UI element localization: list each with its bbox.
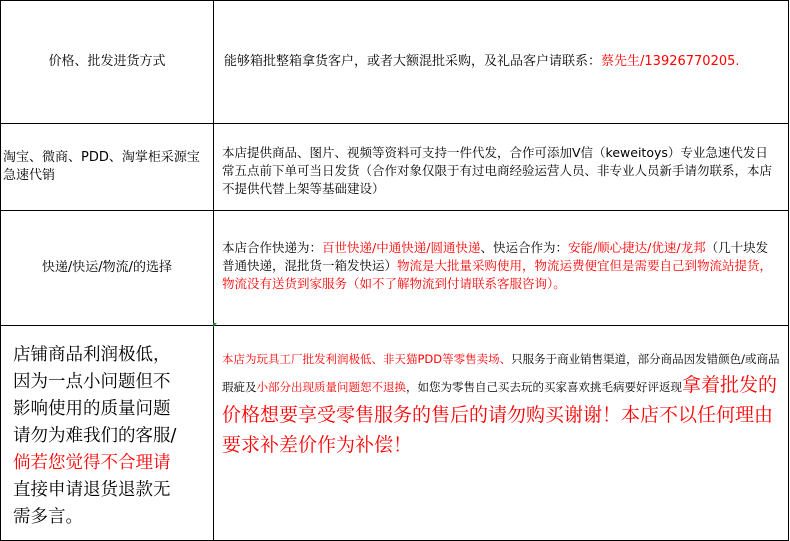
- aftersale-label-line4: 请勿为难我们的客服/: [13, 426, 177, 446]
- wholesale-content-cell: [213, 0, 789, 124]
- dropship-label-cell: [0, 123, 214, 211]
- shipping-label: 快递/快运/物流/的选择: [41, 260, 173, 275]
- aftersale-label-line5: 倘若您觉得不合理请: [13, 453, 171, 473]
- aftersale-label-line3: 影响使用的质量问题: [13, 399, 171, 419]
- aftersale-label: [1, 326, 213, 540]
- shipping-express-list: 百世快递/中通快递/圆通快递: [322, 240, 481, 255]
- wholesale-text: 能够箱批整箱拿货客户，或者大额混批采购，及礼品客户请联系：: [224, 54, 602, 69]
- aftersale-content-cell: [213, 325, 789, 541]
- wholesale-label-cell: [0, 0, 214, 124]
- wholesale-label: 价格、批发进货方式: [48, 54, 166, 69]
- dropship-content: 本店提供商品、图片、视频等资料可支持一件代发，合作可添加V信（keweitoys）专业急速代发日常五点前下单可当日发货（合作对象仅限于有过电商经验运营人员、非专业人员新手请勿联系，本店不提供代替上架等基础建设）: [222, 145, 773, 196]
- shipping-text-e: （几十块发普通快递，混批货一箱发快运）: [222, 240, 769, 273]
- shipping-text-c: 、快运合作为：: [480, 240, 568, 255]
- aftersale-red-text1: 本店为玩具工厂批发利润极低、非天猫PDD等零售卖场、: [222, 352, 512, 366]
- wholesale-content: [214, 1, 788, 123]
- shipping-content-cell: [213, 210, 789, 326]
- aftersale-big-notice: 拿着批发的价格想要享受零售服务的售后的请勿购买谢谢！本店不以任何理由要求补差价作为补偿！: [222, 374, 778, 456]
- aftersale-text1: 只服务于商业销售渠道，部分商品因发错颜色/或商品瑕疵及: [222, 352, 780, 394]
- aftersale-content: [214, 326, 788, 460]
- dropship-label-line2: 急速代销: [3, 168, 56, 183]
- shipping-freight-list: 安能/顺心捷达/优速/龙邦: [567, 240, 706, 255]
- aftersale-label-line1: 店铺商品利润极低，: [13, 345, 171, 365]
- shipping-logistics-note: 物流是大批量采购使用，物流运费便宜但是需要自己到物流站提货，物流没有送货到家服务（如不了解物流到付请联系客服咨询）。: [222, 258, 773, 291]
- aftersale-label-line2: 因为一点小问题但不: [13, 372, 171, 392]
- aftersale-red-text2: 小部分出现质量问题恕不退换: [256, 380, 406, 394]
- aftersale-label-line7: 需多言。: [13, 507, 83, 527]
- shipping-label-cell: [0, 210, 214, 326]
- shipping-content: [214, 211, 788, 293]
- shipping-text-a: 本店合作快递为：: [222, 240, 323, 255]
- cell-comment-marker: [213, 323, 217, 327]
- aftersale-label-cell: [0, 325, 214, 541]
- wholesale-contact: 蔡先生/13926770205.: [601, 54, 740, 69]
- dropship-content-cell: [213, 123, 789, 211]
- dropship-label-line1: 淘宝、微商、PDD、淘掌柜采源宝: [3, 150, 200, 165]
- aftersale-label-line6: 直接申请退货退款无: [13, 480, 171, 500]
- aftersale-text2: ，如您为零售自己买去玩的买家喜欢挑毛病要好评返现: [406, 380, 682, 394]
